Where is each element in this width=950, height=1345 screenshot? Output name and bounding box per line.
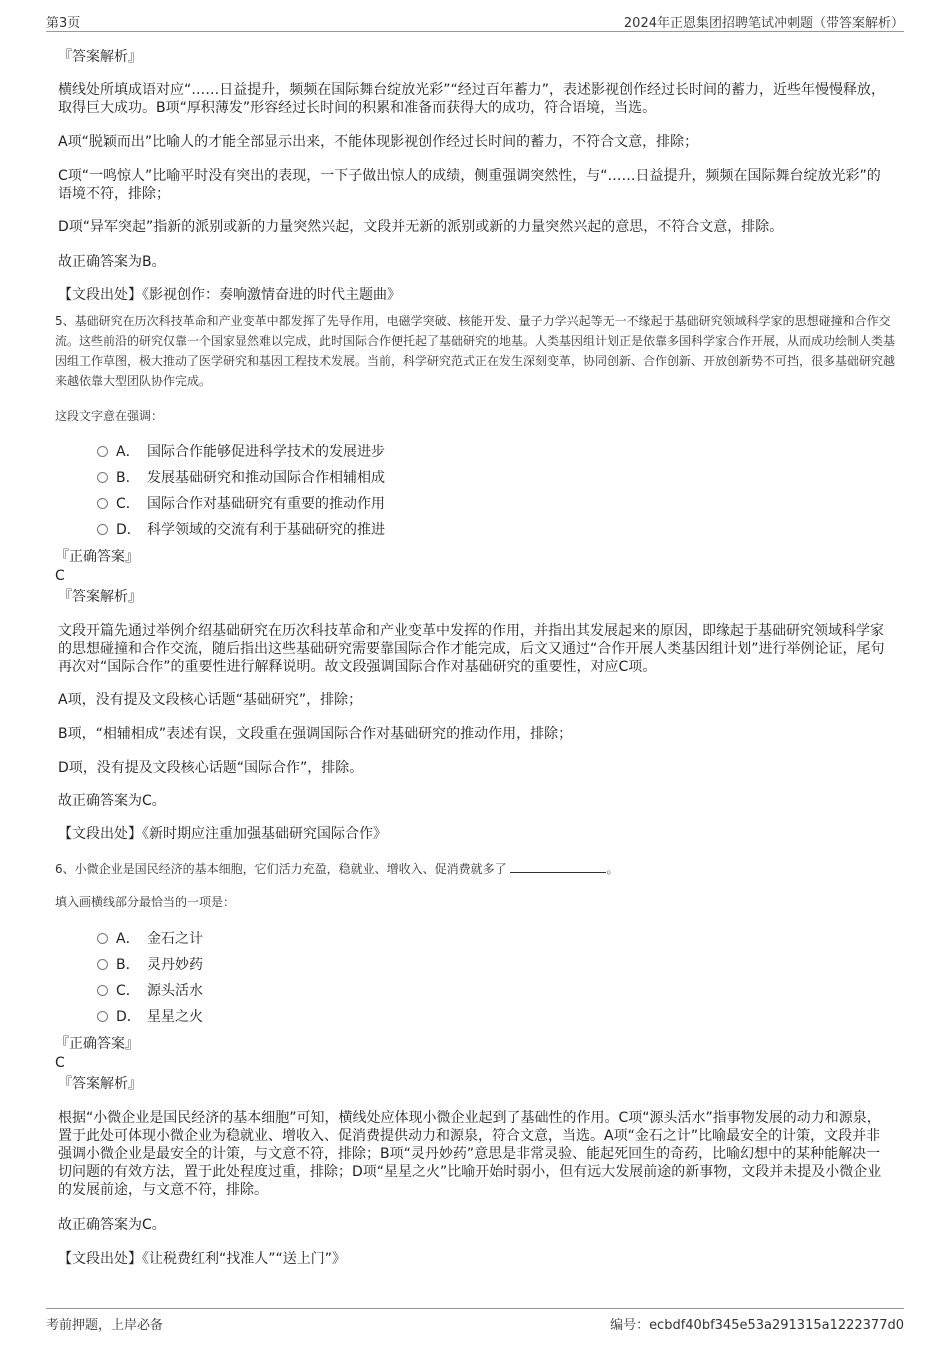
q5-analysis-label: 『答案解析』 — [58, 589, 142, 605]
footer-slogan: 考前押题，上岸必备 — [46, 1318, 164, 1333]
q5-option-a[interactable] — [97, 443, 385, 461]
q5-stem: 5、基础研究在历次科技革命和产业变革中都发挥了先导作用，电磁学突破、核能开发、量子力学兴起等无一不缘起于基础研究领域科学家的思想碰撞和合作交流。这些前沿的研究仅靠一个国家显然难以完成，此时国际合作便托起了基础研究的地基。人类基因组计划正是依靠多国科学家合作开展，从而成功绘制人类基因组工作草图，极大推动了医学研究和基因工程技术发展。当前，科学研究范式正在发生深刻变革，协同创新、合作创新、开放创新势不可挡，很多基础研究越来越依靠大型团队协作完成。 — [55, 314, 896, 388]
q5-option-d[interactable] — [97, 521, 385, 539]
q5-option-b[interactable] — [97, 469, 385, 487]
q4-conclusion: 故正确答案为B。 — [58, 254, 166, 270]
option-text: 金石之计 — [147, 931, 203, 947]
option-letter: D． — [116, 1009, 141, 1025]
q6-source: 【文段出处】《让税费红利“找准人”“送上门”》 — [58, 1251, 347, 1267]
q6-answer: C — [55, 1055, 65, 1071]
q5-answer: C — [55, 568, 65, 584]
q6-analysis-label: 『答案解析』 — [58, 1076, 142, 1092]
option-text: 发展基础研究和推动国际合作相辅相成 — [147, 470, 385, 486]
document-title: 2024年正恩集团招聘笔试冲刺题（带答案解析） — [623, 16, 904, 31]
q5-option-a-note: A项，没有提及文段核心话题“基础研究”，排除； — [58, 692, 363, 708]
q5-option-d-note: D项，没有提及文段核心话题“国际合作”，排除。 — [58, 760, 364, 776]
q6-prompt: 填入画横线部分最恰当的一项是： — [55, 895, 236, 909]
q5-option-c[interactable] — [97, 495, 385, 513]
q5-conclusion: 故正确答案为C。 — [58, 793, 166, 809]
q6-blank — [510, 860, 606, 873]
option-letter: A． — [116, 931, 140, 947]
q6-stem-text: 6、小微企业是国民经济的基本细胞，它们活力充盈，稳就业、增收入、促消费就多了 — [55, 862, 507, 876]
radio-icon[interactable] — [97, 959, 108, 970]
option-letter: D． — [116, 522, 141, 538]
q4-analysis: 横线处所填成语对应“……日益提升，频频在国际舞台绽放光彩”“经过百年蓄力”，表述影视创作经过长时间的蓄力，近些年慢慢释放，取得巨大成功。B项“厚积薄发”形容经过长时间的积累和准备而获得大的成功，符合语境，当选。 — [58, 82, 886, 116]
option-text: 源头活水 — [147, 983, 203, 999]
q5-prompt: 这段文字意在强调： — [55, 409, 164, 423]
q5-analysis: 文段开篇先通过举例介绍基础研究在历次科技革命和产业变革中发挥的作用，并指出其发展起来的原因，即缘起于基础研究领域科学家的思想碰撞和合作交流，随后指出这些基础研究需要靠国际合作才能完成，后文又通过“合作开展人类基因组计划”进行举例论证，尾句再次对“国际合作”的重要性进行解释说明。故文段强调国际合作对基础研究的重要性，对应C项。 — [58, 623, 885, 675]
footer-divider — [46, 1308, 904, 1309]
document-code: 编号：ecbdf40bf345e53a291315a1222377d0 — [610, 1318, 904, 1333]
option-letter: B． — [116, 470, 140, 486]
option-letter: C． — [116, 496, 140, 512]
radio-icon[interactable] — [97, 1011, 108, 1022]
header-divider — [46, 31, 904, 32]
option-text: 星星之火 — [147, 1009, 203, 1025]
q6-stem — [55, 859, 900, 879]
option-letter: B． — [116, 957, 140, 973]
q5-option-b-note: B项，“相辅相成”表述有误，文段重在强调国际合作对基础研究的推动作用，排除； — [58, 726, 573, 742]
q6-option-d[interactable] — [97, 1008, 203, 1026]
option-text: 灵丹妙药 — [147, 957, 203, 973]
option-letter: C． — [116, 983, 140, 999]
radio-icon[interactable] — [97, 472, 108, 483]
q4-option-d-note: D项“异军突起”指新的派别或新的力量突然兴起，文段并无新的派别或新的力量突然兴起的意思，不符合文意，排除。 — [58, 219, 784, 235]
radio-icon[interactable] — [97, 933, 108, 944]
q6-option-b[interactable] — [97, 956, 203, 974]
option-text: 科学领域的交流有利于基础研究的推进 — [147, 522, 385, 538]
q5-source: 【文段出处】《新时期应注重加强基础研究国际合作》 — [58, 826, 387, 842]
option-text: 国际合作对基础研究有重要的推动作用 — [147, 496, 385, 512]
q5-answer-label: 『正确答案』 — [55, 549, 139, 565]
q6-stem-end: 。 — [606, 862, 619, 876]
page-number: 第3页 — [46, 16, 81, 31]
q6-option-a[interactable] — [97, 930, 203, 948]
q6-option-c[interactable] — [97, 982, 203, 1000]
q6-analysis: 根据“小微企业是国民经济的基本细胞”可知，横线处应体现小微企业起到了基础性的作用。C项“源头活水”指事物发展的动力和源泉，置于此处可体现小微企业为稳就业、增收入、促消费提供动力和源泉，符合文意，当选。A项“金石之计”比喻最安全的计策，文段并非强调小微企业是最安全的计策，与文意不符，排除；B项“灵丹妙药”意思是非常灵验、能起死回生的奇药，比喻幻想中的某种能解决一切问题的有效方法，置于此处程度过重，排除；D项“星星之火”比喻开始时弱小，但有远大发展前途的新事物，文段并未提及小微企业的发展前途，与文意不符，排除。 — [58, 1110, 882, 1198]
q4-option-c-note: C项“一鸣惊人”比喻平时没有突出的表现，一下子做出惊人的成绩，侧重强调突然性，与“……日益提升，频频在国际舞台绽放光彩”的语境不符，排除； — [58, 168, 881, 202]
radio-icon[interactable] — [97, 498, 108, 509]
radio-icon[interactable] — [97, 985, 108, 996]
q6-conclusion: 故正确答案为C。 — [58, 1217, 166, 1233]
radio-icon[interactable] — [97, 446, 108, 457]
q4-option-a-note: A项“脱颖而出”比喻人的才能全部显示出来，不能体现影视创作经过长时间的蓄力，不符合文意，排除； — [58, 134, 699, 150]
q6-answer-label: 『正确答案』 — [55, 1036, 139, 1052]
radio-icon[interactable] — [97, 524, 108, 535]
option-letter: A． — [116, 444, 140, 460]
q4-analysis-label: 『答案解析』 — [58, 49, 142, 65]
q4-source: 【文段出处】《影视创作：奏响激情奋进的时代主题曲》 — [58, 287, 401, 303]
option-text: 国际合作能够促进科学技术的发展进步 — [147, 444, 385, 460]
